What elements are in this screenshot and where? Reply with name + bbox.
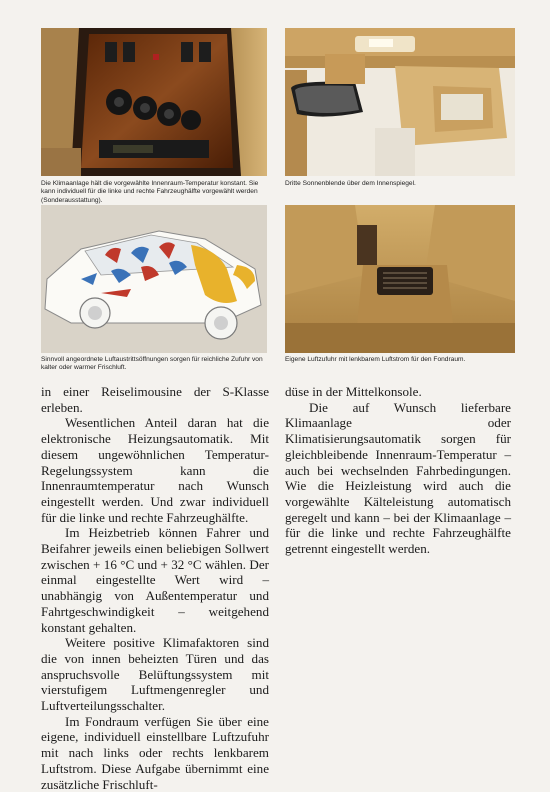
climate-panel-caption: Die Klimaanlage hält die vorgewählte Innenraum-Temperatur konstant. Sie kann individuell für die linke und rechte Fahrzeughälfte vorgewählt werden (Sonderausstattung). (41, 180, 259, 204)
paragraph: Die auf Wunsch lieferbare Klimaanlage oder Klimatisierungsautomatik sorgen für gleichbleibende Innenraum-Temperatur – auch bei wechselnden Fahrbedingungen. Wie die Heizleistung wird auch die vorgewählte Kälteleistung automatisch geregelt und kann – bei der Klimaanlage – für die linke und rechte Fahrzeughälfte getrennt eingestellt werden. (285, 399, 511, 557)
sun-visor-caption: Dritte Sonnenblende über dem Innenspiegel. (285, 180, 416, 187)
body-text-right-column (285, 384, 511, 557)
airflow-diagram (41, 205, 267, 353)
airflow-diagram-caption: Sinnvoll angeordnete Luftaustrittsöffnungen sorgen für reichliche Zufuhr von kalter oder warmer Frischluft. (41, 356, 263, 372)
rear-vent-caption: Eigene Luftzufuhr mit lenkbarem Luftstrom für den Fondraum. (285, 356, 466, 363)
paragraph: Wesentlichen Anteil daran hat die elektronische Heizungsautomatik. Mit diesem ungewöhnlichen Temperatur-Regelungssystem kann die Innenraumtemperatur nach Wunsch eingestellt werden. Und zwar individuell für die linke und rechte Fahrzeughälfte. (41, 415, 269, 525)
climate-panel-photo (41, 28, 267, 176)
body-text-left-column (41, 384, 269, 792)
paragraph: düse in der Mittelkonsole. (285, 384, 422, 399)
paragraph: Weitere positive Klimafaktoren sind die von innen beheizten Türen und das anspruchsvolle Belüftungssystem mit vierstufigem Luftmengenregler und Luftverteilungsschalter. (41, 635, 269, 714)
paragraph: Im Fondraum verfügen Sie über eine eigene, individuell einstellbare Luftzufuhr mit nach links oder rechts lenkbarem Luftstrom. Diese Aufgabe übernimmt eine zusätzliche Frischluft- (41, 713, 269, 792)
sun-visor-photo (285, 28, 515, 176)
paragraph: in einer Reiselimousine der S-Klasse erleben. (41, 384, 269, 415)
rear-vent-photo (285, 205, 515, 353)
paragraph: Im Heizbetrieb können Fahrer und Beifahrer jeweils einen beliebigen Sollwert zwischen + 16 °C und + 32 °C wählen. Der einmal eingestellte Wert wird – unabhängig von Außentemperatur und Fahrtgeschwindigkeit – weitgehend konstant gehalten. (41, 525, 269, 635)
